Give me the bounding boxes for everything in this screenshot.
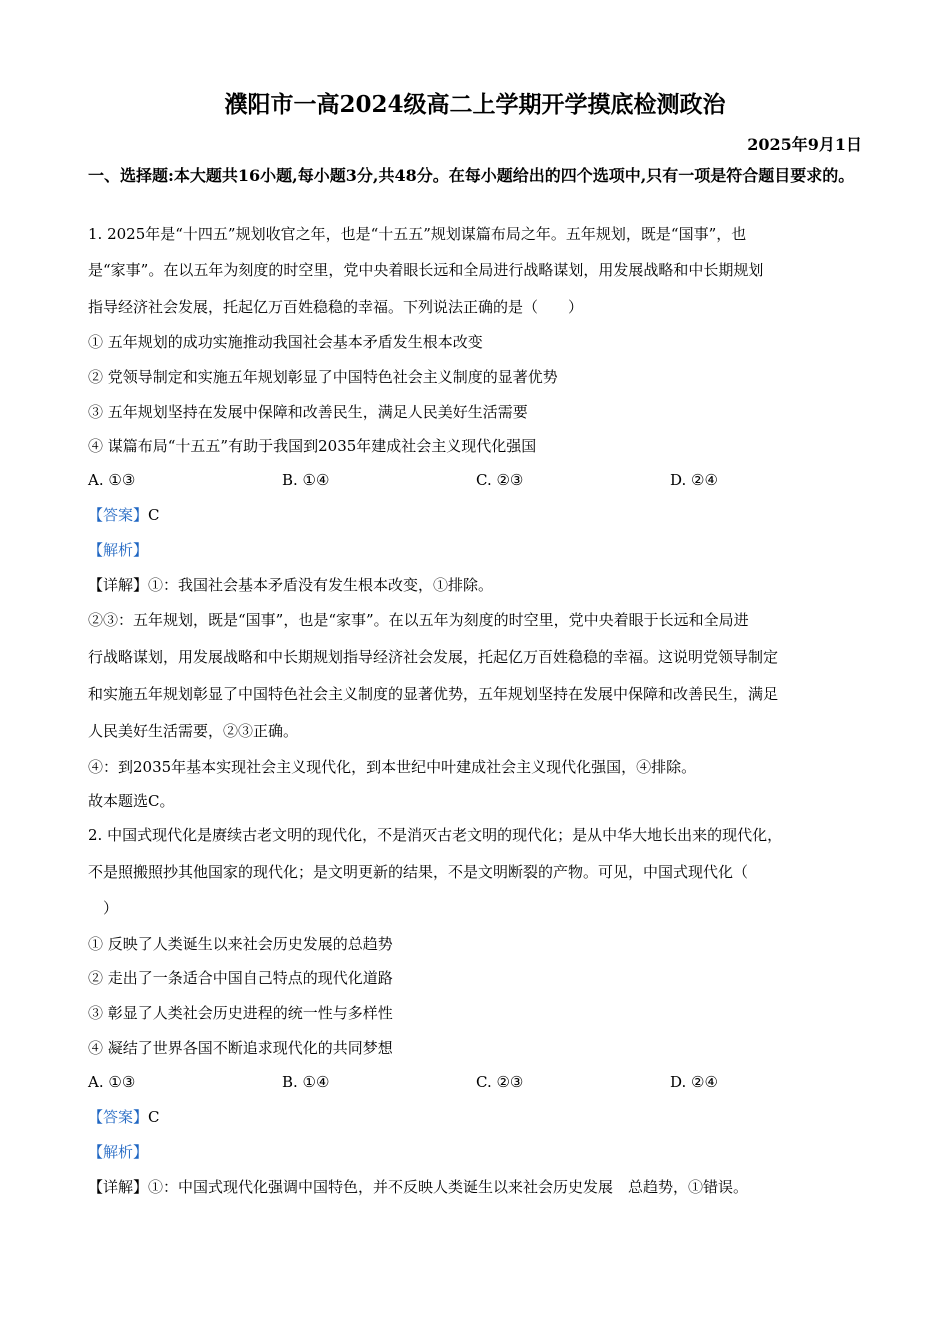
detail-text: ①：中国式现代化强调中国特色，并不反映人类诞生以来社会历史发展 总趋势，①错误。	[148, 1178, 749, 1196]
q1-detail-line-1	[88, 573, 493, 597]
q1-statement-3: ③ 五年规划坚持在发展中保障和改善民生，满足人民美好生活需要	[88, 403, 528, 421]
q1-answer	[88, 503, 160, 527]
detail-label: 【详解】	[88, 576, 149, 594]
answer-label: 【答案】	[88, 1108, 149, 1126]
q1-detail-line-7: 故本题选C。	[88, 792, 175, 810]
detail-label: 【详解】	[88, 1178, 149, 1196]
q2-answer	[88, 1105, 160, 1129]
q2-statement-4: ④ 凝结了世界各国不断追求现代化的共同梦想	[88, 1039, 393, 1057]
q1-detail-line-4: 和实施五年规划彰显了中国特色社会主义制度的显著优势，五年规划坚持在发展中保障和改善民生，满足	[88, 685, 779, 703]
q1-option-a: A. ①③	[88, 471, 136, 489]
q1-detail-line-2: ②③：五年规划，既是“国事”，也是“家事”。在以五年为刻度的时空里，党中央着眼于长远和全局进	[88, 611, 749, 629]
q2-option-c: C. ②③	[476, 1073, 524, 1091]
q1-option-d: D. ②④	[670, 471, 718, 489]
q2-statement-1: ① 反映了人类诞生以来社会历史发展的总趋势	[88, 935, 393, 953]
q1-detail-line-3: 行战略谋划，用发展战略和中长期规划指导经济社会发展，托起亿万百姓稳稳的幸福。这说明党领导制定	[88, 648, 779, 666]
detail-text: ①：我国社会基本矛盾没有发生根本改变，①排除。	[148, 576, 494, 594]
q2-option-a: A. ①③	[88, 1073, 136, 1091]
q1-statement-2: ② 党领导制定和实施五年规划彰显了中国特色社会主义制度的显著优势	[88, 368, 558, 386]
q2-stem-line-1: 2. 中国式现代化是赓续古老文明的现代化，不是消灭古老文明的现代化；是从中华大地长出来的现代化，	[88, 826, 783, 844]
q2-option-d: D. ②④	[670, 1073, 718, 1091]
q1-analysis-label: 【解析】	[88, 541, 149, 559]
q1-option-c: C. ②③	[476, 471, 524, 489]
q2-analysis-label: 【解析】	[88, 1143, 149, 1161]
q2-statement-3: ③ 彰显了人类社会历史进程的统一性与多样性	[88, 1004, 393, 1022]
q2-stem-line-3: ）	[88, 899, 119, 917]
q1-detail-line-5: 人民美好生活需要，②③正确。	[88, 722, 299, 740]
q1-statement-1: ① 五年规划的成功实施推动我国社会基本矛盾发生根本改变	[88, 333, 483, 351]
q1-option-b: B. ①④	[282, 471, 330, 489]
q1-detail-line-6: ④：到2035年基本实现社会主义现代化，到本世纪中叶建成社会主义现代化强国，④排除。	[88, 758, 697, 776]
answer-value: C	[148, 1108, 160, 1126]
answer-label: 【答案】	[88, 506, 149, 524]
q1-stem-line-1: 1. 2025年是“十四五”规划收官之年，也是“十五五”规划谋篇布局之年。五年规划，既是“国事”，也	[88, 225, 747, 243]
q2-statement-2: ② 走出了一条适合中国自己特点的现代化道路	[88, 969, 393, 987]
q2-stem-line-2: 不是照搬照抄其他国家的现代化；是文明更新的结果，不是文明断裂的产物。可见，中国式现代化（	[88, 863, 749, 881]
q2-option-b: B. ①④	[282, 1073, 330, 1091]
q1-statement-4: ④ 谋篇布局“十五五”有助于我国到2035年建成社会主义现代化强国	[88, 437, 537, 455]
answer-value: C	[148, 506, 160, 524]
page-title: 濮阳市一高2024级高二上学期开学摸底检测政治	[224, 91, 726, 118]
q2-detail-line-1	[88, 1175, 748, 1199]
q1-stem-line-3: 指导经济社会发展，托起亿万百姓稳稳的幸福。下列说法正确的是（ ）	[88, 298, 584, 316]
section-heading: 一、选择题:本大题共16小题,每小题3分,共48分。在每小题给出的四个选项中,只有一项是符合题目要求的。	[88, 166, 855, 185]
q1-stem-line-2: 是“家事”。在以五年为刻度的时空里，党中央着眼长远和全局进行战略谋划，用发展战略和中长期规划	[88, 261, 764, 279]
exam-date: 2025年9月1日	[747, 135, 862, 154]
